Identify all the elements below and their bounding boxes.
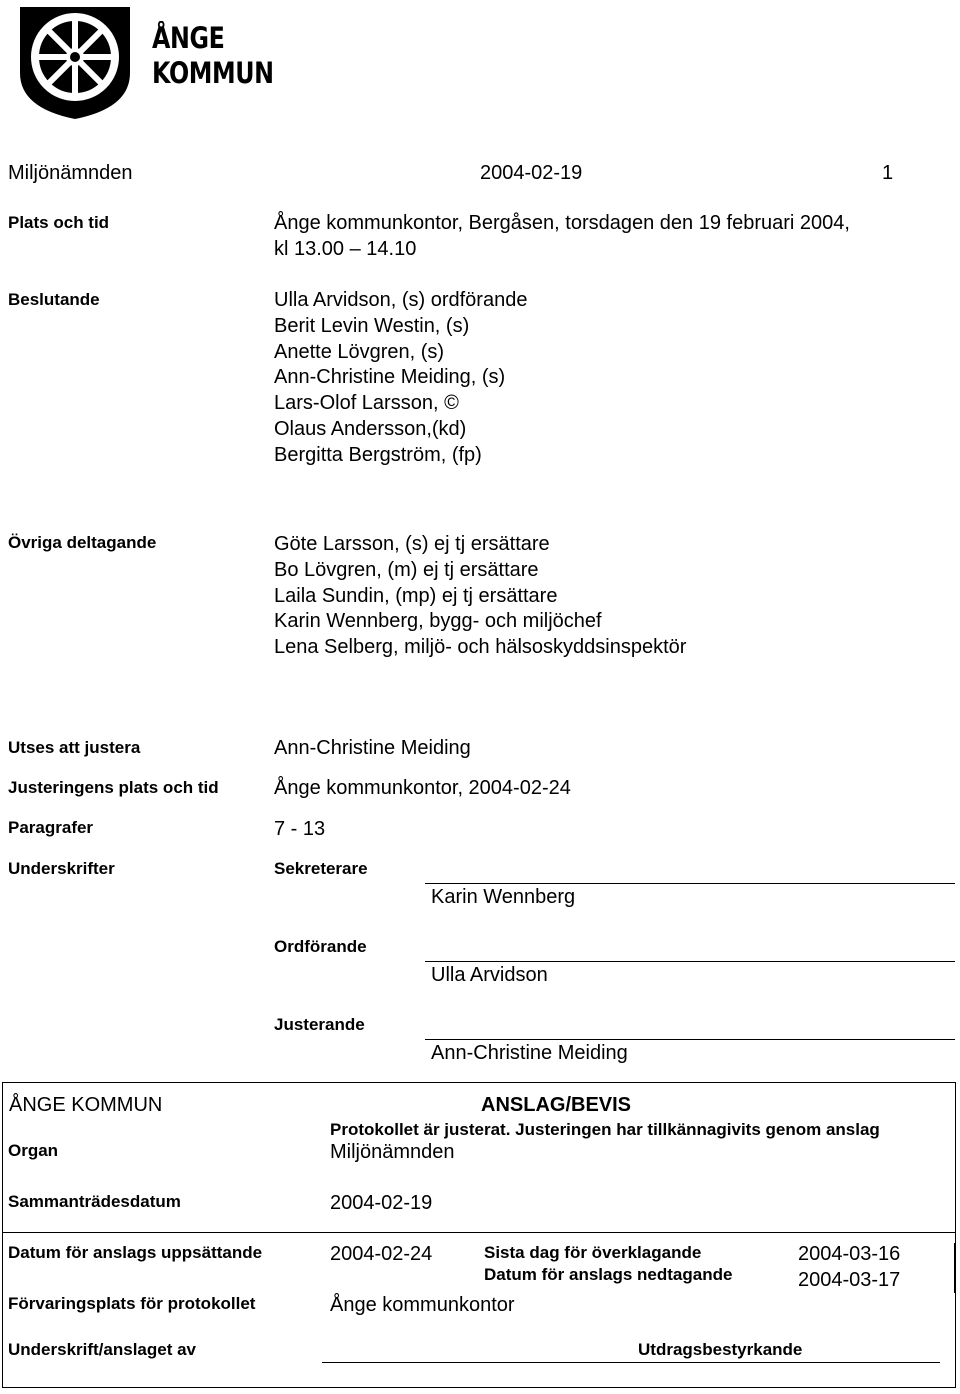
place-line: Ånge kommunkontor, Bergåsen, torsdagen den 19 februari 2004,: [274, 212, 850, 234]
other-participants: [274, 532, 686, 661]
decision-members: [274, 288, 527, 469]
municipal-wheel-seal: [16, 3, 136, 123]
adjust-place-value: Ånge kommunkontor, 2004-02-24: [274, 777, 571, 799]
adjuster-label: Utses att justera: [8, 738, 141, 757]
chair-signature-line: [425, 961, 955, 962]
storage-label: Förvaringsplats för protokollet: [8, 1294, 256, 1313]
removed-label: Datum för anslags nedtagande: [484, 1265, 733, 1284]
logo-wordmark-line2: KOMMUN: [152, 56, 274, 90]
adjust-place-label: Justeringens plats och tid: [8, 778, 219, 797]
committee-name: Miljönämnden: [8, 162, 133, 184]
chair-name: Ulla Arvidson: [431, 964, 548, 986]
secretary-label: Sekreterare: [274, 859, 368, 878]
notice-title: ANSLAG/BEVIS: [481, 1094, 632, 1116]
member-item: Ulla Arvidson, (s) ordförande: [274, 289, 528, 311]
signatures-label: Underskrifter: [8, 859, 115, 878]
logo-wordmark-line1: ÅNGE: [152, 21, 225, 55]
justerande-label: Justerande: [274, 1015, 365, 1034]
logo: [6, 3, 274, 123]
adjuster-value: Ann-Christine Meiding: [274, 737, 471, 759]
signed-by-line: [322, 1362, 940, 1363]
justerande-signature-line: [425, 1039, 955, 1040]
notice-divider: [2, 1232, 956, 1233]
place-value: [274, 211, 850, 263]
meeting-date-value: 2004-02-19: [330, 1192, 433, 1214]
member-item: Berit Levin Westin, (s): [274, 314, 470, 337]
place-label: Plats och tid: [8, 213, 110, 232]
removed-date: 2004-03-17: [798, 1269, 901, 1291]
paragraphs-label: Paragrafer: [8, 818, 94, 837]
participant-item: Karin Wennberg, bygg- och miljöchef: [274, 610, 602, 633]
justerande-name: Ann-Christine Meiding: [431, 1042, 628, 1064]
posted-label: Datum för anslags uppsättande: [8, 1243, 263, 1262]
notice-statement: Protokollet är justerat. Justeringen har tillkännagivits genom anslag: [330, 1120, 880, 1139]
meeting-date-label: Sammanträdesdatum: [8, 1192, 181, 1211]
page-number: 1: [882, 162, 894, 184]
chair-label: Ordförande: [274, 937, 367, 956]
decision-label: Beslutande: [8, 290, 100, 309]
paragraphs-value: 7 - 13: [274, 818, 326, 840]
certify-label: Utdragsbestyrkande: [638, 1340, 803, 1359]
organ-value: Miljönämnden: [330, 1141, 455, 1163]
date-box-edge: [954, 1243, 955, 1293]
signed-by-label: Underskrift/anslaget av: [8, 1340, 197, 1359]
participant-item: Lena Selberg, miljö- och hälsoskyddsinspektör: [274, 636, 687, 659]
appeal-date: 2004-03-16: [798, 1243, 901, 1265]
participant-item: Laila Sundin, (mp) ej tj ersättare: [274, 584, 558, 607]
others-label: Övriga deltagande: [8, 533, 157, 552]
organ-label: Organ: [8, 1141, 59, 1160]
posted-date: 2004-02-24: [330, 1243, 433, 1265]
place-line: kl 13.00 – 14.10: [274, 237, 417, 260]
secretary-signature-line: [425, 883, 955, 884]
member-item: Bergitta Bergström, (fp): [274, 443, 482, 466]
secretary-name: Karin Wennberg: [431, 886, 576, 908]
participant-item: Göte Larsson, (s) ej tj ersättare: [274, 533, 550, 555]
member-item: Ann-Christine Meiding, (s): [274, 366, 506, 389]
member-item: Lars-Olof Larsson, ©: [274, 392, 459, 415]
appeal-label: Sista dag för överklagande: [484, 1243, 702, 1262]
storage-value: Ånge kommunkontor: [330, 1294, 515, 1316]
header-date: 2004-02-19: [480, 162, 583, 184]
notice-org: ÅNGE KOMMUN: [9, 1094, 163, 1116]
member-item: Anette Lövgren, (s): [274, 340, 445, 363]
member-item: Olaus Andersson,(kd): [274, 417, 467, 440]
participant-item: Bo Lövgren, (m) ej tj ersättare: [274, 558, 539, 581]
